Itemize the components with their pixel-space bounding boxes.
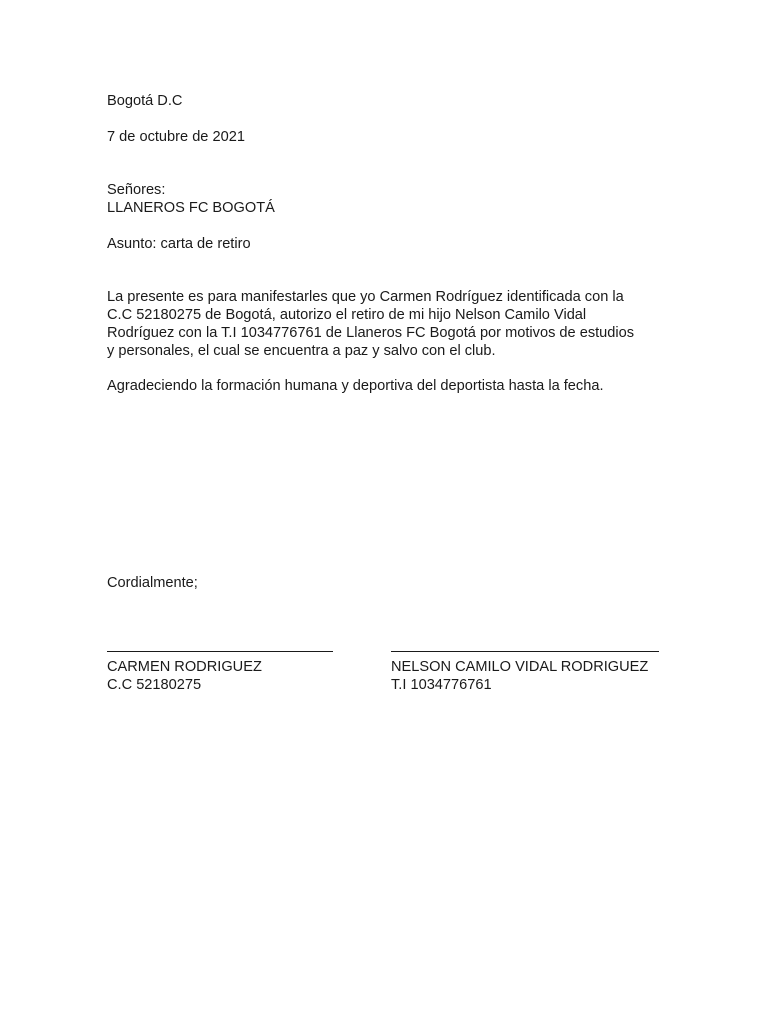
date-line: 7 de octubre de 2021 — [107, 129, 245, 145]
signature-block-mother — [107, 651, 333, 694]
signature-line — [107, 651, 333, 652]
recipient: LLANEROS FC BOGOTÁ — [107, 200, 275, 216]
body-line: C.C 52180275 de Bogotá, autorizo el retiro de mi hijo Nelson Camilo Vidal — [107, 307, 587, 323]
closing: Cordialmente; — [107, 575, 198, 591]
body-paragraph — [107, 288, 667, 360]
signer-id: C.C 52180275 — [107, 677, 202, 693]
signer-name: CARMEN RODRIGUEZ — [107, 659, 262, 675]
salutation: Señores: — [107, 182, 166, 198]
signer-id: T.I 1034776761 — [391, 677, 492, 693]
subject-line: Asunto: carta de retiro — [107, 236, 251, 252]
signature-block-son — [391, 651, 659, 694]
body-line: La presente es para manifestarles que yo Carmen Rodríguez identificada con la — [107, 289, 624, 305]
signer-name: NELSON CAMILO VIDAL RODRIGUEZ — [391, 659, 649, 675]
body-line: Rodríguez con la T.I 1034776761 de Llaneros FC Bogotá por motivos de estudios — [107, 325, 635, 341]
city-line: Bogotá D.C — [107, 93, 183, 109]
thanks-line: Agradeciendo la formación humana y deportiva del deportista hasta la fecha. — [107, 378, 604, 394]
body-line: y personales, el cual se encuentra a paz y salvo con el club. — [107, 343, 496, 359]
signature-line — [391, 651, 659, 652]
